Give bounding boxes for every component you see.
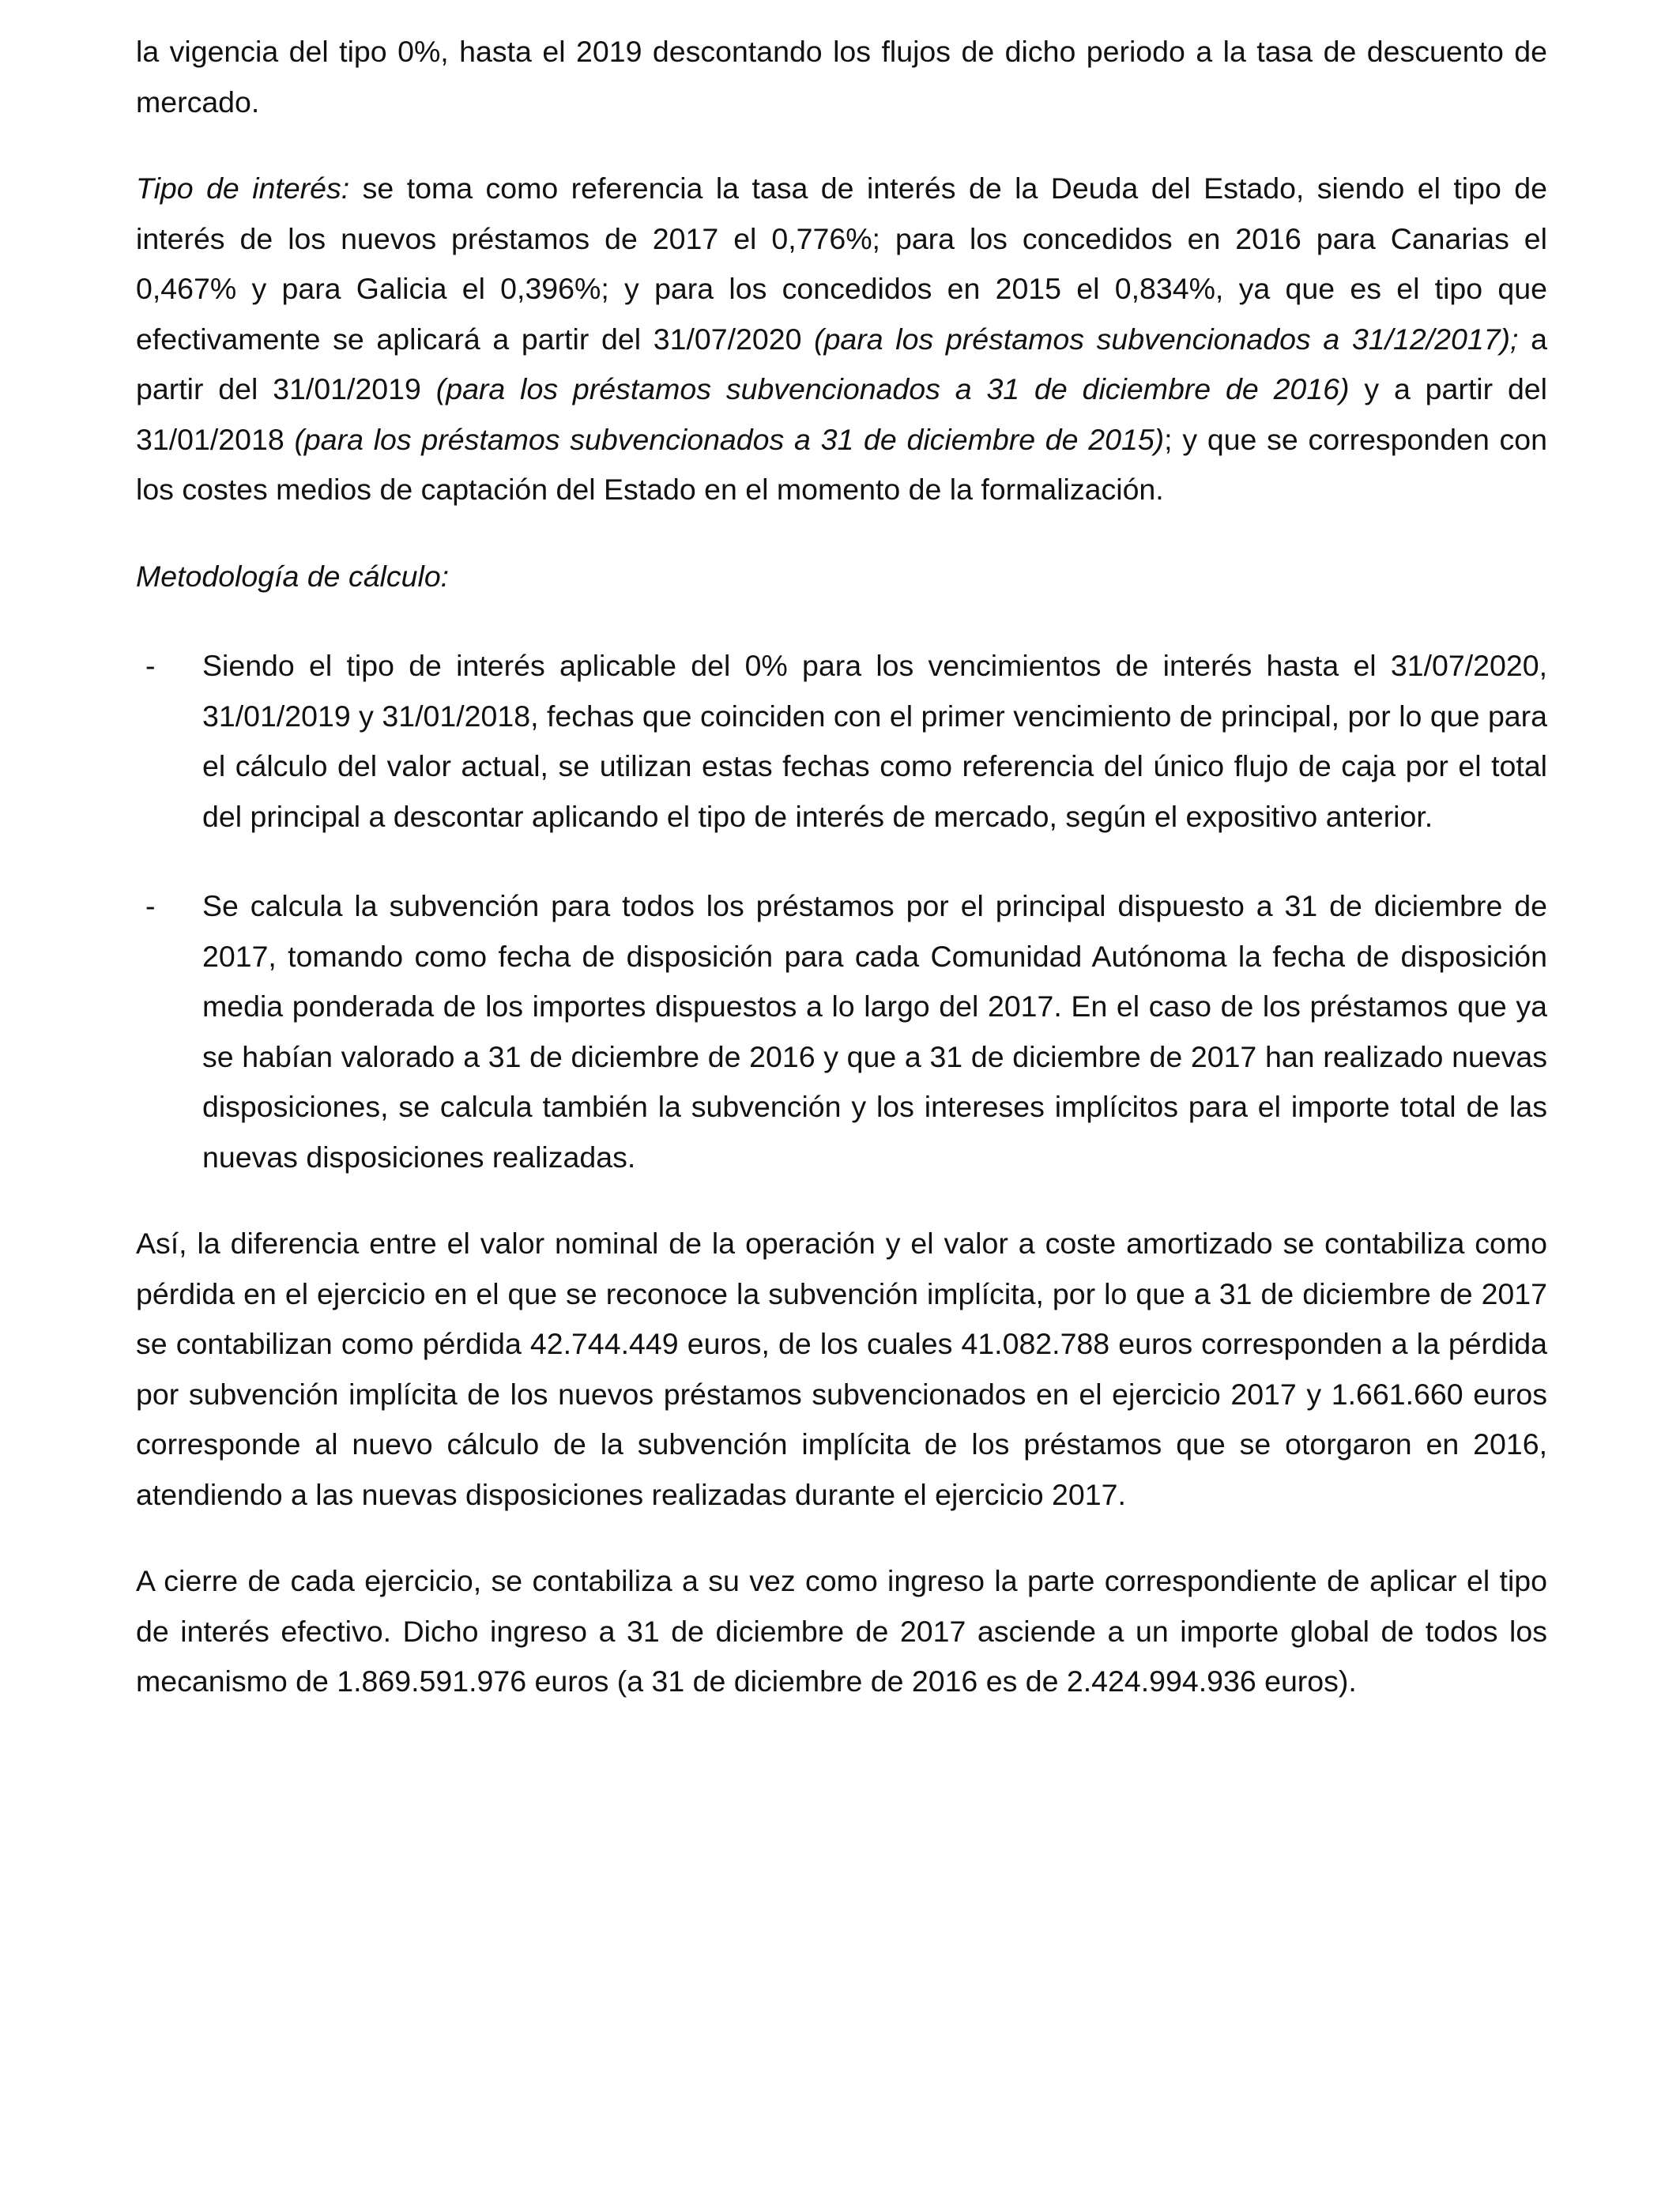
list-item-text: Siendo el tipo de interés aplicable del 0% para los vencimientos de interés hasta el 31/07/2020, 31/01/2019 y 31/01/2018, fechas que coinciden con el primer vencimiento de principal, por lo que para el cálculo del valor actual, se utilizan estas fechas como referencia del único flujo de caja por el total del principal a descontar aplicando el tipo de interés de mercado, según el expositivo anterior. <box>202 649 1547 833</box>
italic-segment: (para los préstamos subvencionados a 31 de diciembre de 2016) <box>435 372 1350 405</box>
bullet-marker: - <box>145 649 156 682</box>
heading-metodologia <box>136 552 1547 602</box>
text-segment: ; y que se corresponden con los costes medios de captación del Estado en el momento de la formalización. <box>136 422 1548 506</box>
text-segment: a partir del 31/01/2019 <box>136 322 1547 405</box>
paragraph-intro: la vigencia del tipo 0%, hasta el 2019 descontando los flujos de dicho periodo a la tasa de descuento de mercado. <box>136 35 1547 119</box>
heading-metodologia-text: Metodología de cálculo: <box>136 559 450 593</box>
list-item <box>136 641 1547 842</box>
text-segment: y a partir del 31/01/2018 <box>136 372 1547 456</box>
list-item <box>136 881 1547 1182</box>
italic-segment: (para los préstamos subvencionados a 31/12/2017); <box>814 322 1519 356</box>
paragraph-perdida: Así, la diferencia entre el valor nominal de la operación y el valor a coste amortizado se contabiliza como pérdida en el ejercicio en el que se reconoce la subvención implícita, por lo que a 31 de diciembre de 2017 se contabilizan como pérdida 42.744.449 euros, de los cuales 41.082.788 euros corresponden a la pérdida por subvención implícita de los nuevos préstamos subvencionados en el ejercicio 2017 y 1.661.660 euros corresponde al nuevo cálculo de la subvención implícita de los préstamos que se otorgaron en 2016, atendiendo a las nuevas disposiciones realizadas durante el ejercicio 2017. <box>136 1227 1547 1511</box>
italic-segment: (para los préstamos subvencionados a 31 de diciembre de 2015) <box>294 422 1165 456</box>
paragraph-ingreso: A cierre de cada ejercicio, se contabiliza a su vez como ingreso la parte correspondiente de aplicar el tipo de interés efectivo. Dicho ingreso a 31 de diciembre de 2017 asciende a un importe global de todos los mecanismo de 1.869.591.976 euros (a 31 de diciembre de 2016 es de 2.424.994.936 euros). <box>136 1564 1547 1698</box>
list-item-text: Se calcula la subvención para todos los préstamos por el principal dispuesto a 31 de diciembre de 2017, tomando como fecha de disposición para cada Comunidad Autónoma la fecha de disposición media ponderada de los importes dispuestos a lo largo del 2017. En el caso de los préstamos que ya se habían valorado a 31 de diciembre de 2016 y que a 31 de diciembre de 2017 han realizado nuevas disposiciones, se calcula también la subvención y los intereses implícitos para el importe total de las nuevas disposiciones realizadas. <box>202 889 1547 1174</box>
text-segment: se toma como referencia la tasa de interés de la Deuda del Estado, siendo el tipo de interés de los nuevos préstamos de 2017 el 0,776%; para los concedidos en 2016 para Canarias el 0,467% y para Galicia el 0,396%; y para los concedidos en 2015 el 0,834%, ya que es el tipo que efectivamente se aplicará a partir del 31/07/2020 <box>136 172 1547 356</box>
paragraph-tipo-de-interes <box>136 164 1547 515</box>
bullet-marker: - <box>145 889 156 922</box>
label-tipo-de-interes: Tipo de interés: <box>136 172 350 205</box>
document-page <box>136 27 1547 1707</box>
